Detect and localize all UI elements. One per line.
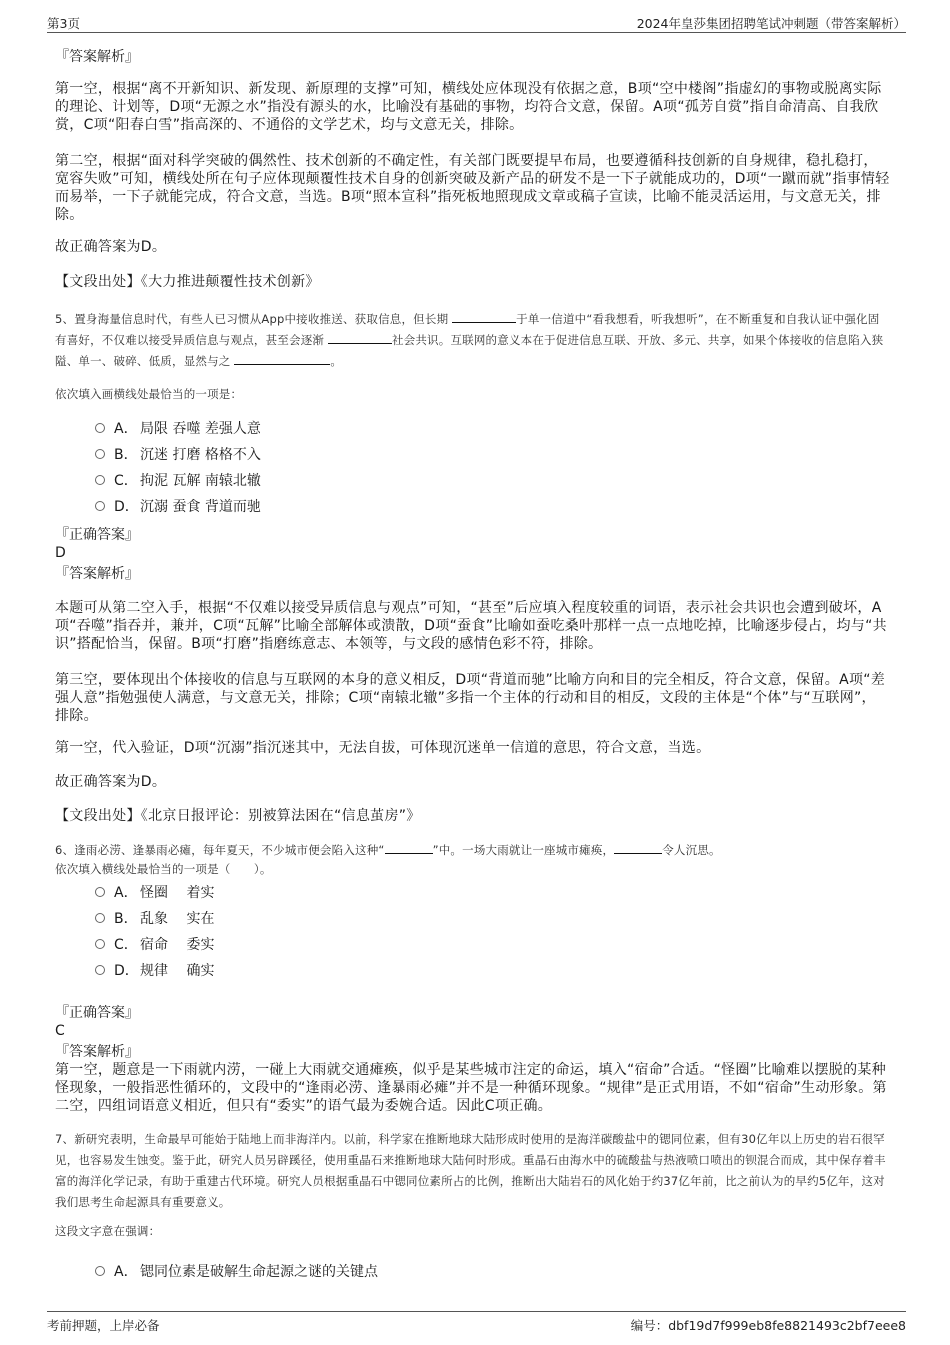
q5-question-text (55, 309, 890, 372)
radio-icon[interactable] (95, 1266, 105, 1276)
q6-option-d[interactable]: D．规律 确实 (95, 961, 214, 981)
q5-blank-3 (234, 352, 330, 365)
page-footer (47, 1311, 906, 1336)
q5-option-c[interactable]: C． 拘泥 瓦解 南辕北辙 (95, 471, 261, 491)
q7-question-text: 7、新研究表明，生命最早可能始于陆地上而非海洋内。以前，科学家在推断地球大陆形成时使用的是海洋碳酸盐中的锶同位素，但有30亿年以上历史的岩石很罕见，也容易发生蚀变。鉴于此，研究人员另辟蹊径，使用重晶石来推断地球大陆何时形成。重晶石由海水中的硫酸盐与热液喷口喷出的钡混合而成，其中保存着丰富的海洋化学记录，有助于重建古代环境。研究人员根据重晶石中锶同位素所占的比例，推断出大陆岩石的风化始于约37亿年前，比之前认为的早约5亿年，这对我们思考生命起源具有重要意义。 (55, 1132, 886, 1209)
q6-answer-label: 『正确答案』 (55, 1005, 139, 1021)
q5-option-b[interactable]: B． 沉迷 打磨 格格不入 (95, 445, 261, 465)
q4-analysis-label: 『答案解析』 (55, 49, 139, 65)
page-header (47, 10, 906, 33)
q5-analysis-label: 『答案解析』 (55, 566, 139, 582)
q6-prompt: 依次填入横线处最恰当的一项是（ ）。 (55, 862, 272, 876)
q5-answer: D (55, 545, 66, 561)
q5-analysis-para1: 本题可从第二空入手，根据“不仅难以接受异质信息与观点”可知，“甚至”后应填入程度较重的词语，表示社会共识也会遭到破坏，A项“吞噬”指吞并，兼并，C项“瓦解”比喻全部解体或溃散，D项“蚕食”比喻如蚕吃桑叶那样一点一点地吃掉，比喻逐步侵占，均与“共识”搭配恰当，保留。B项“打磨”指磨练意志、本领等，与文段的感情色彩不符，排除。 (55, 600, 887, 652)
q5-text-part1: 5、置身海量信息时代，有些人已习惯从App中接收推送、获取信息，但长期 (55, 312, 453, 326)
q7-prompt: 这段文字意在强调： (55, 1224, 161, 1238)
q5-option-a[interactable]: A． 局限 吞噬 差强人意 (95, 419, 261, 439)
q6-option-c[interactable]: C． 宿命 委实 (95, 935, 214, 955)
q5-option-d[interactable]: D．沉溺 蚕食 背道而驰 (95, 497, 261, 517)
q5-text-part4: 。 (330, 354, 343, 368)
q5-blank-2 (328, 331, 392, 344)
radio-icon[interactable] (95, 449, 105, 459)
q5-text-part2: 于单一信道中“看我想看，听我想听”，在不断重复和自我认证中强化固有喜好，不仅难以接受异质信息与观点，甚至会逐渐 (55, 312, 880, 347)
q6-analysis-para1: 第一空，题意是一下雨就内涝，一碰上大雨就交通瘫痪，似乎是某些城市注定的命运，填入“宿命”合适。“怪圈”比喻难以摆脱的某种怪现象，一般指恶性循环的，文段中的“逢雨必涝、逢暴雨必瘫”并不是一种循环现象。“规律”是正式用语，不如“宿命”生动形象。第二空，四组词语意义相近，但只有“委实”的语气最为委婉合适。因此C项正确。 (55, 1062, 887, 1114)
q6-analysis-label: 『答案解析』 (55, 1044, 139, 1060)
radio-icon[interactable] (95, 501, 105, 511)
q5-answer-label: 『正确答案』 (55, 527, 139, 543)
radio-icon[interactable] (95, 887, 105, 897)
q6-option-b[interactable]: B． 乱象 实在 (95, 909, 214, 929)
q5-analysis-para3: 第一空，代入验证，D项“沉溺”指沉迷其中，无法自拔，可体现沉迷单一信道的意思，符合文意，当选。 (55, 740, 711, 756)
q4-analysis-para2: 第二空，根据“面对科学突破的偶然性、技术创新的不确定性，有关部门既要提早布局，也要遵循科技创新的自身规律，稳扎稳打，宽容失败”可知，横线处所在句子应体现颠覆性技术自身的创新突破及新产品的研发不是一下子就能成功的，D项“一蹴而就”指事情轻而易举，一下子就能完成，符合文意，当选。B项“照本宣科”指死板地照现成文章或稿子宣读，比喻不能灵活运用，与文意无关，排除。 (55, 153, 890, 223)
q5-analysis-para2: 第三空，要体现出个体接收的信息与互联网的本身的意义相反，D项“背道而驰”比喻方向和目的完全相反，符合文意，保留。A项“差强人意”指勉强使人满意，与文意无关，排除；C项“南辕北辙”多指一个主体的行动和目的相反，文段的主体是“个体”与“互联网”，排除。 (55, 672, 886, 724)
document-id: 编号：dbf19d7f999eb8fe8821493c2bf7eee8 (630, 1318, 906, 1333)
q6-answer: C (55, 1023, 65, 1039)
q4-analysis-para1: 第一空，根据“离不开新知识、新发现、新原理的支撑”可知，横线处应体现没有依据之意，B项“空中楼阁”指虚幻的事物或脱离实际的理论、计划等，D项“无源之水”指没有源头的水，比喻没有基础的事物，均符合文意，保留。A项“孤芳自赏”指自命清高、自我欣赏，C项“阳春白雪”指高深的、不通俗的文学艺术，均与文意无关，排除。 (55, 81, 882, 133)
radio-icon[interactable] (95, 965, 105, 975)
q5-prompt: 依次填入画横线处最恰当的一项是： (55, 387, 243, 401)
q4-source: 【文段出处】《大力推进颠覆性技术创新》 (55, 274, 320, 290)
page-number: 第3页 (47, 16, 80, 31)
document-title: 2024年皇莎集团招聘笔试冲刺题（带答案解析） (636, 16, 906, 31)
radio-icon[interactable] (95, 475, 105, 485)
q6-option-a[interactable]: A． 怪圈 着实 (95, 883, 214, 903)
q5-conclusion: 故正确答案为D。 (55, 774, 167, 790)
q7-option-a[interactable]: A． 锶同位素是破解生命起源之谜的关键点 (95, 1262, 378, 1282)
radio-icon[interactable] (95, 423, 105, 433)
radio-icon[interactable] (95, 913, 105, 923)
footer-slogan: 考前押题，上岸必备 (47, 1318, 160, 1333)
q6-blank-2 (614, 841, 662, 854)
q5-blank-1 (452, 310, 516, 323)
q6-question-text: 6、逢雨必涝、逢暴雨必瘫，每年夏天，不少城市便会陷入这种“ ”中。一场大雨就让一座城市瘫痪， 令人沉思。 (55, 843, 721, 857)
q6-blank-1 (385, 841, 433, 854)
q4-conclusion: 故正确答案为D。 (55, 239, 167, 255)
radio-icon[interactable] (95, 939, 105, 949)
q5-source: 【文段出处】《北京日报评论：别被算法困在“信息茧房”》 (55, 808, 421, 824)
q5-text-part3: 社会共识。互联网的意义本在于促进信息互联、开放、多元、共享，如果个体接收的信息陷入狭隘、单一、破碎、低质，显然与之 (55, 333, 884, 368)
